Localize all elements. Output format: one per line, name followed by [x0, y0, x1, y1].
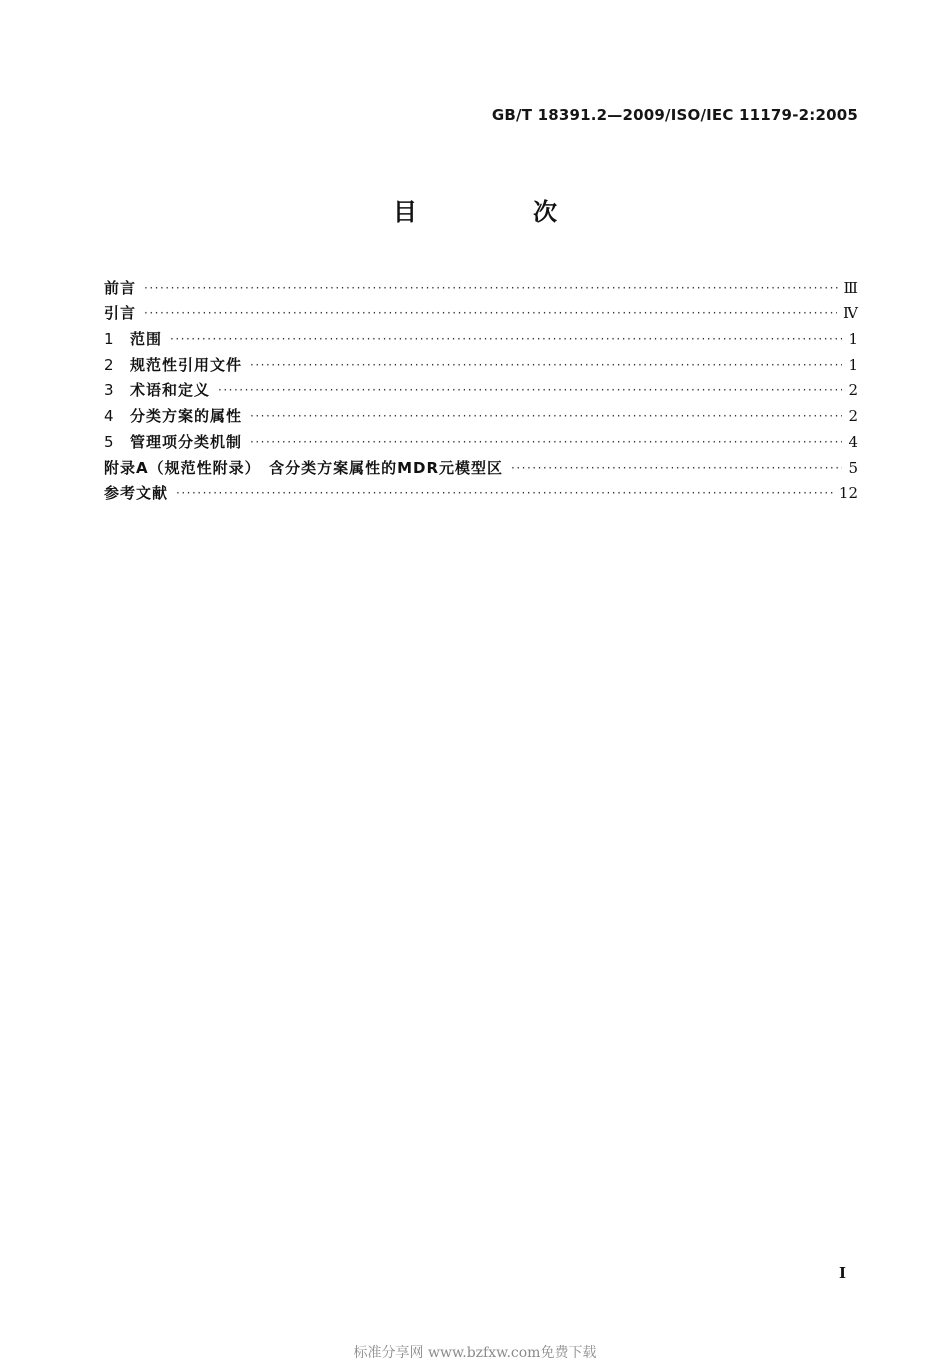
toc-entry[interactable]: [104, 272, 858, 298]
toc-entry-label: 引言: [104, 304, 137, 323]
toc-entry-number: 3: [104, 381, 114, 400]
toc-entry-number: 5: [104, 432, 114, 451]
toc-entry-label: 分类方案的属性: [130, 407, 243, 426]
toc-entry-page: 4: [848, 432, 858, 451]
toc-entry[interactable]: [104, 426, 858, 452]
toc-entry-page: 2: [848, 381, 858, 400]
toc-entry-page: 5: [848, 458, 858, 477]
toc-entry-label: 参考文献: [104, 484, 169, 503]
toc-entry-page: Ⅳ: [843, 304, 858, 323]
toc-entry[interactable]: [104, 298, 858, 324]
standard-code: GB/T 18391.2—2009/ISO/IEC 11179-2:2005: [491, 106, 858, 124]
toc-entry[interactable]: [104, 323, 858, 349]
page-number: I: [838, 1264, 846, 1282]
toc-dot-leader: [144, 278, 838, 298]
watermark: 标准分享网 www.bzfxw.com免费下载: [353, 1345, 597, 1361]
toc-entry[interactable]: [104, 452, 858, 478]
toc-dot-leader: [144, 303, 837, 323]
toc-entry[interactable]: [104, 400, 858, 426]
toc-entry-page: 12: [838, 484, 858, 503]
toc-dot-leader: [218, 380, 842, 400]
toc-entry-number: 4: [104, 407, 114, 426]
toc-entry-label: 规范性引用文件: [130, 355, 243, 374]
toc-title: 目 次: [393, 198, 603, 226]
toc-dot-leader: [250, 406, 842, 426]
toc-entry-label: 前言: [104, 278, 137, 297]
toc-entry-label: 管理项分类机制: [130, 432, 243, 451]
toc-entry[interactable]: [104, 349, 858, 375]
table-of-contents: [104, 272, 858, 503]
toc-entry[interactable]: [104, 478, 858, 504]
toc-entry-page: Ⅲ: [843, 278, 858, 297]
toc-entry-label: 附录A（规范性附录） 含分类方案属性的MDR元模型区: [104, 458, 504, 477]
toc-dot-leader: [170, 329, 842, 349]
toc-entry-number: 2: [104, 355, 114, 374]
toc-entry-page: 1: [848, 330, 858, 349]
toc-dot-leader: [176, 483, 833, 503]
toc-entry[interactable]: [104, 375, 858, 401]
toc-dot-leader: [250, 355, 842, 375]
toc-entry-label: 范围: [130, 330, 163, 349]
toc-dot-leader: [250, 432, 842, 452]
toc-dot-leader: [511, 458, 842, 478]
toc-entry-page: 2: [848, 407, 858, 426]
toc-entry-number: 1: [104, 330, 114, 349]
toc-entry-label: 术语和定义: [130, 381, 211, 400]
toc-entry-page: 1: [848, 355, 858, 374]
